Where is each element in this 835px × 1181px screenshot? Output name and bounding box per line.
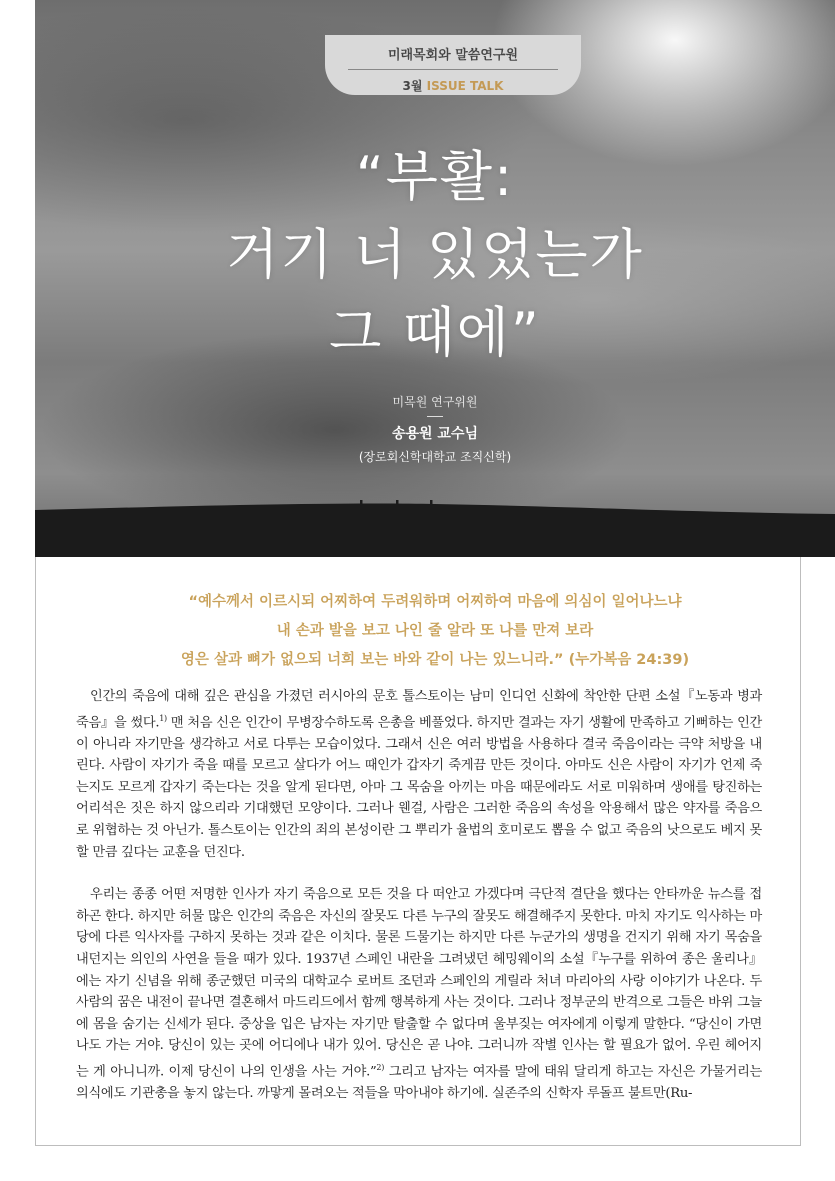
author-affiliation: (장로회신학대학교 조직신학) xyxy=(358,450,512,464)
author-role: 미목원 연구위원 xyxy=(392,395,478,409)
footnote-ref: 2) xyxy=(376,1062,385,1072)
hero-image xyxy=(35,0,835,557)
byline-divider xyxy=(427,416,443,417)
footnote-ref: 1) xyxy=(159,713,167,723)
byline xyxy=(35,393,835,465)
paragraph-text: 우리는 종종 어떤 저명한 인사가 자기 죽음으로 모든 것을 다 떠안고 가겠다며 극단적 결단을 했다는 안타까운 뉴스를 접하곤 한다. 하지만 허물 많은 인간의 죽음은 자신의 잘못도 다른 누구의 잘못도 해결해주지 못한다. 마치 자기도 익사하는 마당에 다른 익사자를 구하지 못하는 것과 같은 이치다. 물론 드물기는 하지만 다른 누군가의 생명을 건지기 위해 자기 목숨을 내던지는 의인의 사연을 들을 때가 있다. 1937년 스페인 내란을 그려냈던 헤밍웨이의 소설『누구를 위하여 종은 울리나』에는 자기 신념을 위해 종군했던 미국의 대학교수 로버트 조던과 스페인의 게릴라 처녀 마리아의 사랑 이야기가 나온다. 두 사람의 꿈은 내전이 끝나면 결혼해서 마드리드에서 함께 행복하게 사는 것이다. 그러나 정부군의 반격으로 그들은 바위 그늘에 몸을 숨기는 신세가 된다. 중상을 입은 남자는 자기만 탈출할 수 없다며 울부짖는 여자에게 이렇게 말한다. “당신이 가면 나도 가는 거야. 당신이 있는 곳에 어디에나 내가 있어. 당신은 곧 나야. 그러니까 작별 인사는 할 필요가 없어. 우린 헤어지는 게 아니니까. 이제 당신이 나의 인생을 사는 거야.” xyxy=(76,887,762,1080)
title-line-2: 거기 너 있었는가 xyxy=(226,223,644,286)
paragraph xyxy=(76,686,762,863)
article-title xyxy=(35,138,835,372)
quote-line-3: 영은 살과 뼈가 없으되 너희 보는 바와 같이 나는 있느니라.” (누가복음 24:39) xyxy=(180,652,690,668)
paragraph-text: 맨 처음 신은 인간이 무병장수하도록 은총을 베풀었다. 하지만 결과는 자기 생활에 만족하고 기뻐하는 인간이 아니라 자기만을 생각하고 서로 다투는 모습이었다. 그래서 신은 여러 방법을 사용하다 결국 죽음이라는 극약 처방을 내린다. 사람이 자기가 죽을 때를 모르고 살다가 어느 때인가 갑자기 죽게끔 만든 것이다. 아마도 신은 사람이 자기가 언제 죽는지도 모르게 갑자기 죽는다는 것을 알게 된다면, 아마 그 목숨을 아끼는 마음 때문에라도 서로 미워하며 생애를 탕진하는 어리석은 짓은 하지 않으리라 기대했던 모양이다. 그러나 웬걸, 사람은 그러한 죽음의 속성을 악용해서 많은 약자를 죽음으로 위협하는 것 아닌가. 톨스토이는 인간의 죄의 본성이란 그 뿌리가 율법의 호미로도 뽑을 수 없고 죽음의 낫으로도 베지 못할 만큼 깊다는 교훈을 던진다. xyxy=(76,714,762,860)
scripture-quote xyxy=(35,588,835,675)
title-line-3: 그 때에” xyxy=(329,301,541,364)
quote-line-1: “예수께서 이르시되 어찌하여 두려워하며 어찌하여 마음에 의심이 일어나느냐 xyxy=(188,594,682,610)
issue-label xyxy=(403,79,504,93)
title-line-1: “부활: xyxy=(355,145,515,208)
badge-divider xyxy=(348,69,558,70)
article-body xyxy=(76,686,762,1125)
issue-month: 3월 xyxy=(402,79,423,93)
hill-with-crosses xyxy=(35,500,835,557)
issue-badge xyxy=(325,35,581,95)
paragraph-text: 그리고 남자는 여자를 말에 태워 달리게 하고는 자신은 가물거리는 의식에도 기관총을 놓지 않는다. 까맣게 몰려오는 적들을 막아내야 하기에. 실존주의 신학자 루돌프 불트만(Ru- xyxy=(76,1064,762,1101)
author-name: 송용원 교수님 xyxy=(391,426,479,442)
paragraph xyxy=(76,884,762,1104)
org-name: 미래목회와 말씀연구원 xyxy=(387,48,519,63)
quote-line-2: 내 손과 발을 보고 나인 줄 알라 또 나를 만져 보라 xyxy=(276,623,594,639)
issue-talk: ISSUE TALK xyxy=(426,79,504,93)
paragraph-text: 인간의 죽음에 대해 깊은 관심을 가졌던 러시아의 문호 톨스토이는 남미 인디언 신화에 착안한 단편 소설『노동과 병과 죽음』을 썼다. xyxy=(76,689,762,730)
